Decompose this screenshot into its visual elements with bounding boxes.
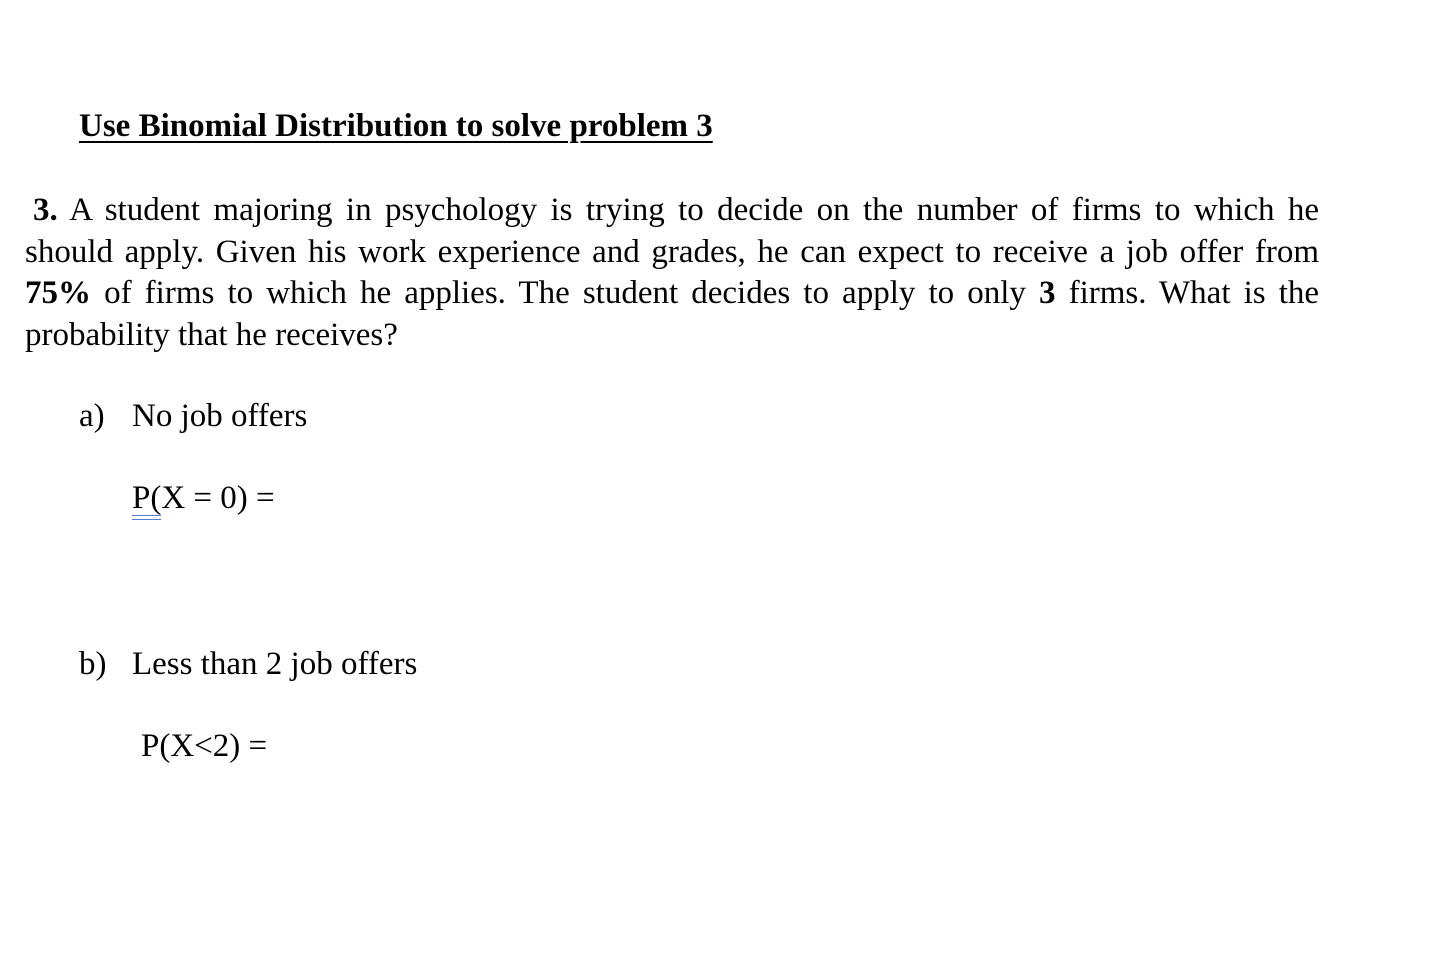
problem-text-part1: A student majoring in psychology is trying to decide on the number of firms to which he should apply. Given his work experience and grades, he can expect to receive a job offer from <box>25 192 1319 270</box>
formula-a-prefix: P( <box>132 480 162 516</box>
problem-number: 3. <box>33 192 58 228</box>
problem-text-part2: of firms to which he applies. The student decides to apply to only <box>91 275 1040 311</box>
question-a-text: No job offers <box>132 398 308 434</box>
problem-firms-count: 3 <box>1039 275 1056 311</box>
spellcheck-flagged-text <box>132 480 161 517</box>
formula-a <box>132 480 275 517</box>
question-b-text: Less than 2 job offers <box>132 646 418 682</box>
formula-a-rest: X = 0) = <box>161 480 275 516</box>
problem-percent: 75% <box>25 275 91 311</box>
question-a-label: a) <box>79 398 105 434</box>
question-b-label: b) <box>79 646 107 682</box>
problem-statement <box>25 190 1319 356</box>
problem-heading: Use Binomial Distribution to solve problem 3 <box>79 108 713 144</box>
formula-b: P(X<2) = <box>141 728 268 764</box>
question-a <box>79 398 307 435</box>
spellcheck-underline <box>132 515 161 520</box>
problem-text-part3: firms. What is the probability that he receives? <box>25 275 1320 353</box>
question-b <box>79 646 417 683</box>
